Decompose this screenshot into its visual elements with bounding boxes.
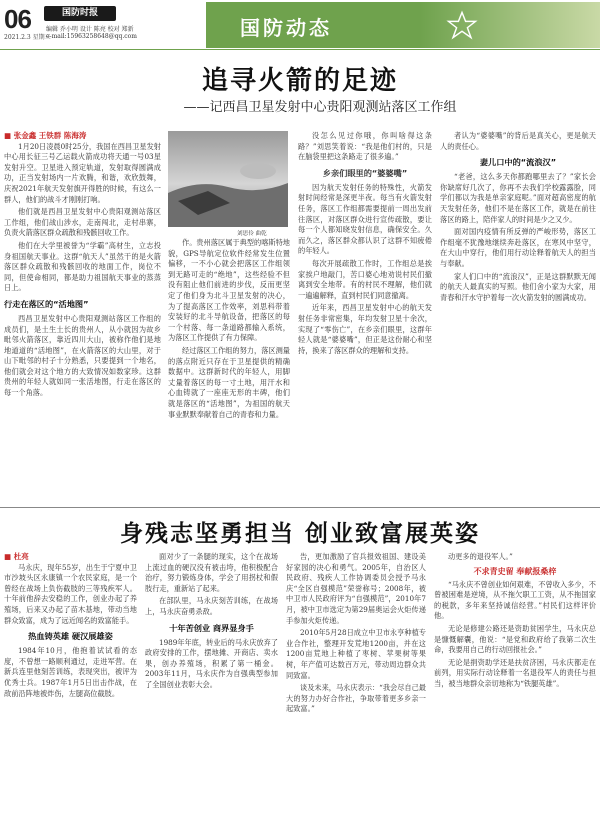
paragraph: “马永庆不曾创业如何艰难，不曾收入多少，不曾被困难是逆境，从不拖欠职工工资，从不拖国家的税款，多年来坚持诚信经营。”村民们这样评价他。 bbox=[434, 579, 596, 621]
paragraph: 他们就是西昌卫星发射中心贵阳观测站落区工作组，他们战山涉水，走南闯北，走村串寨，负责火箭落区群众疏散和残骸回收工作。 bbox=[4, 207, 161, 238]
paragraph: 无论是捐资助学还是扶贫济困，马永庆都走在前列，用实际行动诠释着一名退役军人的责任与担当，被当地群众亲切地称为“铁腿英雄”。 bbox=[434, 657, 596, 688]
section-heading: 妻儿口中的“流浪汉” bbox=[479, 157, 557, 168]
paragraph: 他们在大学里被誉为“学霸”高材生，立志投身祖国航天事业。这群“航天人”虽然干的是火箭落区群众疏散和残骸回收的地面工作，岗位不同，但使命相同，都是助力祖国航天事业的蒸蒸日上。 bbox=[4, 240, 161, 293]
article2-colD bbox=[434, 552, 596, 824]
article1-byline: ■ 张金鑫 王铁群 陈海涛 bbox=[4, 131, 87, 140]
article-divider bbox=[0, 507, 600, 508]
section-title: 国防动态 bbox=[240, 16, 332, 40]
paragraph: 马永庆，现年55岁，出生于宁夏中卫市沙坡头区永康镇一个农民家庭，是一个曾经在战场上负伤截肢的三等残疾军人。十年前他辞去安稳的工作，创业办起了养殖场，后来又办起了苗木基地，带动当地群众致富，成为了远近闻名的致富能手。 bbox=[4, 562, 137, 625]
section-heading: 行走在落区的“活地图” bbox=[4, 298, 89, 309]
article1-col1 bbox=[4, 131, 161, 503]
header-rule bbox=[0, 49, 600, 50]
paragraph: 西昌卫星发射中心贵阳观测站落区工作组的成员们，是土生土长的贵州人，从小就因为故乡毗邻火箭落区，靠近四川大山，被称作他们是地地道道的“活地图”，在火箭落区的大山里，对于山下毗邻的村子十分熟悉，只要提到一个地名，他们就会对这个地方的大致情况如数家珍。这群贵州的年轻人就如同一张活地图，行走在落区的每一个角落。 bbox=[4, 313, 161, 398]
article1-col2 bbox=[168, 238, 290, 503]
page-number: 06 bbox=[4, 4, 31, 34]
article1-headline: 追寻火箭的足迹 bbox=[201, 66, 398, 96]
paragraph: 1989年年底，转业后的马永庆放弃了政府安排的工作，摆地摊、开商店、卖水果，创办养殖场，积累了第一桶金。2003年11月，马永庆作为自强典型参加了全国创业表彰大会。 bbox=[145, 637, 278, 689]
paragraph: 作。贵州落区属于典型的喀斯特地貌，GPS导航定位软件经常发生位置偏移，一不小心就会把落区工作组领到无路可走的“绝地”，这些经验不但没有阻止他们前进的步伐，反而更坚定了他们身为北斗卫星发射的决心，为了提高落区工作效率，刘思科带着安装好的北斗导航设备，把落区的每一个村落、每一条道路都输入系统，为落区工作提供了有力保障。 bbox=[168, 238, 290, 343]
star-emblem-icon bbox=[444, 10, 480, 40]
article1-col4 bbox=[440, 131, 596, 503]
article2-byline: ■ 杜亮 bbox=[4, 552, 29, 561]
article2-colC bbox=[286, 552, 426, 824]
paragraph: 在部队里，马永庆刻苦训练，在战场上，马永庆奋勇杀敌。 bbox=[145, 596, 278, 616]
section-banner bbox=[206, 2, 600, 48]
paragraph: 2010年5月28日成立中卫市永亨种植专业合作社，整理开发荒地1200亩，并在这1200亩荒地上种植了枣树、苹果树等果树，年产值可达数百万元，带动周边群众共同致富。 bbox=[286, 628, 426, 680]
paragraph: 每次开展疏散工作时，工作组总是挨家挨户地敲门，苦口婆心地劝说村民们撤离到安全地带。有的村民不理解，他们就一遍遍解释，直到村民们同意撤离。 bbox=[298, 258, 432, 300]
article2-headline: 身残志坚勇担当 创业致富展英姿 bbox=[119, 520, 480, 547]
paragraph: 没怎么见过你哦，你叫啥得这条路？”刘思笑着说：“我是他们村的，只是在脑袋里把这条路走了很多遍。” bbox=[298, 131, 432, 162]
section-heading: 十年苦创业 商界显身手 bbox=[169, 622, 254, 633]
paragraph: “老爸，这么多天你都跑哪里去了？”家长会你缺席好几次了，你再不去我们学校露露脸，同学们都以为我是单亲家庭呢。”面对超高密度的航天发射任务，他们不是在落区工作，就是在前往落区的路上，陪伴家人的时间是少之又少。 bbox=[440, 172, 596, 224]
paragraph: 谈及未来，马永庆表示：“我会尽自己最大的努力办好合作社，争取带着更多乡亲一起致富。” bbox=[286, 683, 426, 714]
paragraph: 1984年10月，他抱着试试看的态度，不曾想一路顺利通过，走进军营。在新兵连里他刻苦训练，表现突出，被评为优秀士兵。1987年1月5日出击作战，在敌前沿阵地被炸伤，左腿高位截肢。 bbox=[4, 646, 137, 698]
paragraph: 告，更加激励了官兵报效祖国、建设美好家园的决心和勇气。2005年，自治区人民政府、残疾人工作协调委员会授予马永庆“全区自强模范”荣誉称号；2008年，被中卫市人民政府评为“自强模范”，2010年7月，被中卫市选定为第29届奥运会火炬传递手参加火炬传递。 bbox=[286, 552, 426, 625]
paper-logo: 国防时报 bbox=[44, 6, 116, 21]
paragraph: 者认为“婆婆嘴”的背后是真关心，更是航天人的责任心。 bbox=[440, 131, 596, 151]
paragraph: 动更多的退役军人。” bbox=[448, 552, 513, 561]
paragraph: 面对国内疫情有所反弹的严峻形势，落区工作组毫不犹豫地继续奔赴落区，在寒风中坚守，在大山中穿行，他们用行动诠释着航天人的担当与奉献。 bbox=[440, 227, 596, 268]
article2-colA bbox=[4, 552, 137, 824]
editor-line: 编辑 乔小明 设计 陈亮 校对 郑新 bbox=[46, 26, 134, 33]
paragraph: 无论是修建公路还是资助贫困学生，马永庆总是慷慨解囊，他说：“是党和政府给了我第二次生命，我要用自己的行动回报社会。” bbox=[434, 623, 596, 655]
paragraph: 近年来，西昌卫星发射中心的航天发射任务非常密集，年均发射卫星十余次，实现了“零伤亡”，在乡亲们眼里，这群年轻人就是“婆婆嘴”，但正是这份耐心和坚持，换来了落区群众的理解和支持。 bbox=[298, 303, 432, 355]
paragraph: 因为航天发射任务的特殊性，火箭发射时间经常是深更半夜。每当有火箭发射任务，落区工作组都需要提前一周出发前往落区，对落区群众进行宣传疏散，要让每一个人都知晓发射信息，确保安全。久而久之，落区群众都认识了这群不知疲倦的年轻人。 bbox=[298, 182, 432, 256]
section-heading: 乡亲们眼里的“婆婆嘴” bbox=[322, 167, 408, 178]
paragraph: 经过落区工作组的努力，落区测量的落点附近只存在于卫星提供的精确数据中。这群新时代的年轻人，用脚丈量着落区的每一寸土地，用汗水和心血铸就了一座座无形的丰碑，他们就是落区的“活地图”，为祖国的航天事业默默奉献着自己的青春和力量。 bbox=[168, 345, 290, 419]
paragraph: 1月20日凌晨0时25分，我国在西昌卫星发射中心用长征三号乙运载火箭成功将天通一号03星发射升空。卫星进入预定轨道，发射取得圆满成功，正当发射场内一片欢腾，和谐，欢欣鼓舞，庆祝2021年航天发射旗开得胜的时候，有这么一群人，他们的战斗才刚刚打响。 bbox=[4, 141, 161, 204]
article1-col3 bbox=[298, 131, 432, 503]
photo-caption: 刘思伶 曲乾 bbox=[237, 231, 267, 237]
article1-subheadline: ——记西昌卫星发射中心贵阳观测站落区工作组 bbox=[183, 100, 457, 115]
section-heading: 热血铸英雄 硬汉展雄姿 bbox=[28, 631, 113, 642]
section-heading: 不求青史留 奉献报桑梓 bbox=[473, 566, 557, 576]
paragraph: 家人们口中的“流浪汉”，正是这群默默无闻的航天人最真实的写照。他们舍小家为大家，用青春和汗水守护着每一次火箭发射的圆满成功。 bbox=[440, 271, 596, 302]
email-line: e-mail:15963258648@qq.com bbox=[46, 33, 137, 40]
article2-colB bbox=[145, 552, 278, 824]
issue-date: 2021.2.3 星期三 bbox=[4, 34, 51, 41]
rocket-debris-image bbox=[168, 131, 288, 227]
article1-photo bbox=[168, 131, 288, 227]
paragraph: 面对少了一条腿的现实，这个在战场上流过血的硬汉没有被击垮，他积极配合治疗，努力锻炼身体，学会了用拐杖和假肢行走，重新站了起来。 bbox=[145, 552, 278, 593]
